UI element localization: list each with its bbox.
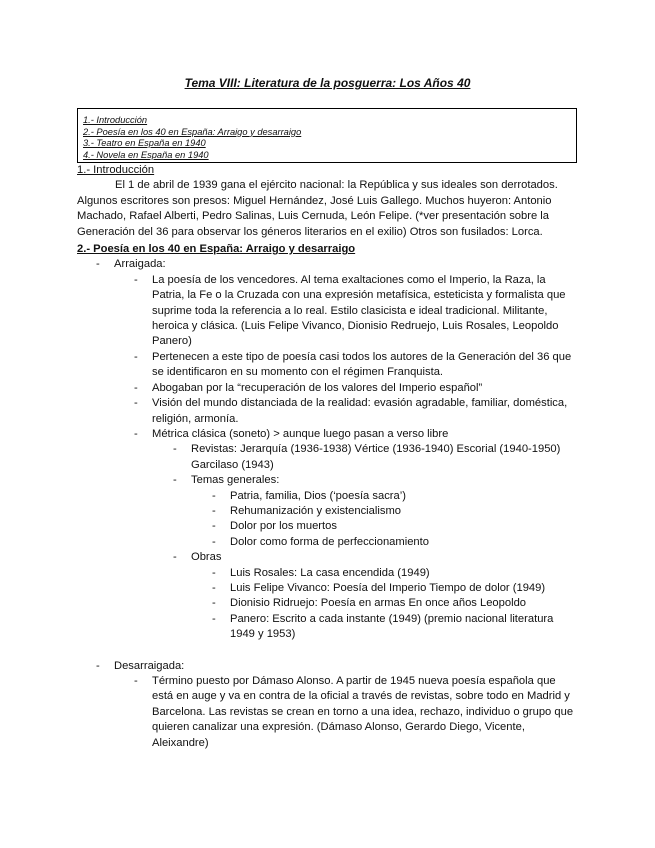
list-item: - La poesía de los vencedores. Al tema exaltaciones como el Imperio, la Raza, la Patria, la Fe o la Cruzada con una expresión metafísica, esteticista y formalista que suprime toda la referencia a lo real. Estilo clasicista e ideal tradicional. Militante, heroica y clásica. (Luis Felipe Vivanco, Dionisio Redruejo, Luis Rosales, Leopoldo Panero) <box>134 273 566 348</box>
intro-paragraph: El 1 de abril de 1939 gana el ejército nacional: la República y sus ideales son derrotados. Algunos escritores son presos: Miguel Hernández, José Luis Gallego. Muchos huyeron: Antonio Machado, Rafael Alberti, Pedro Salinas, Luis Cernuda, León Felipe. (*ver presentación sobre la Generación del 36 para observar los géneros literarios en el exilio) Otros son fusilados: Lorca. <box>77 179 558 238</box>
list-item: - Rehumanización y existencialismo <box>212 504 401 517</box>
page-title: Tema VIII: Literatura de la posguerra: Los Años 40 <box>184 76 471 90</box>
table-of-contents <box>77 108 577 163</box>
list-item-desarraigada: - Desarraigada: <box>96 659 185 672</box>
list-item-temas: - Temas generales: <box>173 474 280 487</box>
list-item: - Dionisio Ridruejo: Poesía en armas En once años Leopoldo <box>212 597 527 610</box>
list-item: - Término puesto por Dámaso Alonso. A partir de 1945 nueva poesía española que está en auge y va en contra de la oficial a través de revistas, sobre todo en Madrid y Barcelona. Las revistas se crean en torno a una idea, rechazo, individuo o grupo que quieren canalizar una expresión. (Dámaso Alonso, Gerardo Diego, Vicente, Aleixandre) <box>134 675 574 749</box>
toc-item-poesia[interactable]: 2.- Poesía en los 40 en España: Arraigo y desarraigo <box>83 126 302 137</box>
toc-item-novela[interactable]: 4.- Novela en España en 1940 <box>83 149 209 160</box>
toc-item-teatro[interactable]: 3.- Teatro en España en 1940 <box>83 138 206 149</box>
list-item: - Visión del mundo distanciada de la realidad: evasión agradable, familiar, doméstica, religión, armonía. <box>134 397 568 425</box>
spacer <box>77 643 577 659</box>
list-item: - Panero: Escrito a cada instante (1949) (premio nacional literatura 1949 y 1953) <box>212 612 554 641</box>
list-item: - Abogaban por la “recuperación de los valores del Imperio español” <box>134 381 483 394</box>
list-item: - Dolor como forma de perfeccionamiento <box>212 535 429 548</box>
document-body <box>77 163 577 751</box>
intro-heading: 1.- Introducción <box>77 164 155 176</box>
list-item: - Luis Rosales: La casa encendida (1949) <box>212 566 430 579</box>
list-item: - Dolor por los muertos <box>212 520 337 533</box>
list-item-revistas: - Revistas: Jerarquía (1936-1938) Vértice (1936-1940) Escorial (1940-1950) Garcilaso (1943) <box>173 443 561 471</box>
list-item-arraigada: - Arraigada: <box>96 258 166 271</box>
section-2-heading: 2.- Poesía en los 40 en España: Arraigo y desarraigo <box>77 243 356 256</box>
list-item: - Patria, familia, Dios (‘poesía sacra’) <box>212 489 406 502</box>
toc-item-introduccion[interactable]: 1.- Introducción <box>83 115 148 125</box>
list-item: - Luis Felipe Vivanco: Poesía del Imperio Tiempo de dolor (1949) <box>212 581 546 594</box>
list-item: - Métrica clásica (soneto) > aunque luego pasan a verso libre <box>134 427 449 440</box>
list-item-obras: - Obras <box>173 551 222 564</box>
list-item: - Pertenecen a este tipo de poesía casi todos los autores de la Generación del 36 que se identificaron en su momento con el régimen Franquista. <box>134 350 572 379</box>
